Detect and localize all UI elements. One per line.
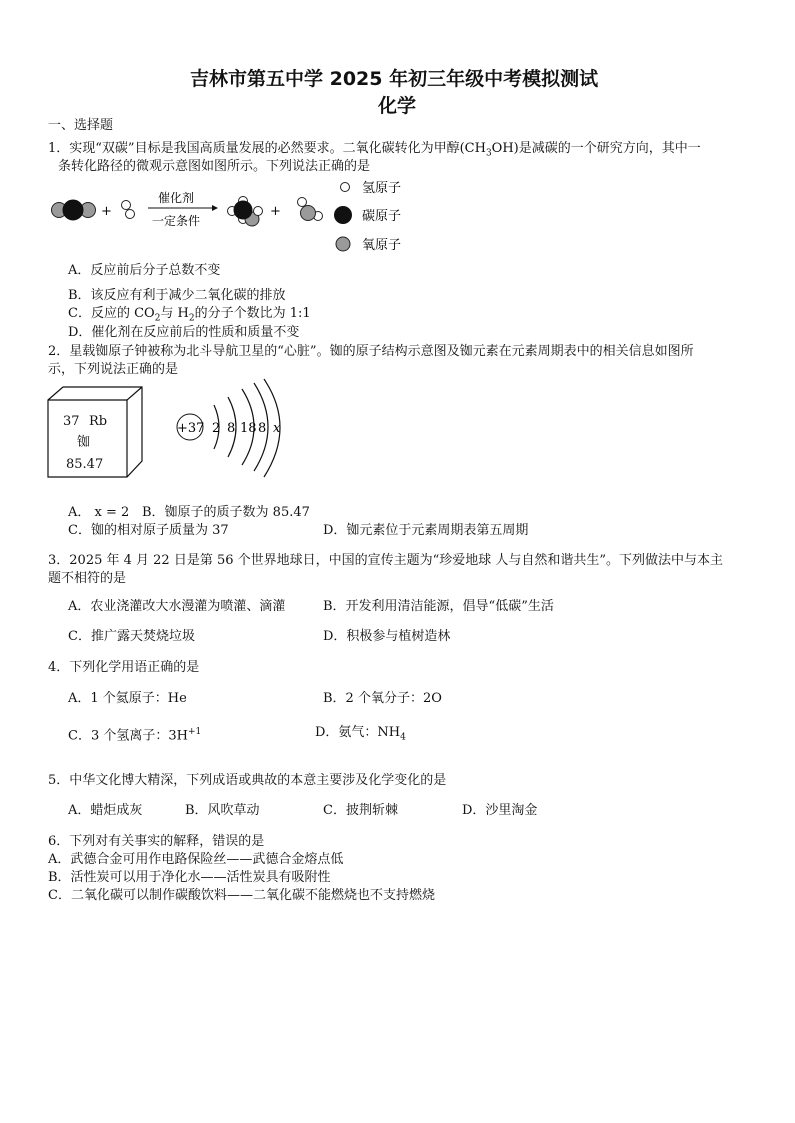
element-number: 37 <box>63 414 80 429</box>
legend-hydrogen-icon <box>341 183 350 192</box>
q4-option-d: D．氨气：$NH_4$ <box>315 725 406 743</box>
q1-option-d: D．催化剂在反应前后的性质和质量不变 <box>68 325 300 340</box>
legend-oxygen-icon <box>336 237 350 251</box>
q6-option-a: A．武德合金可用作电路保险丝——武德合金熔点低 <box>48 852 344 867</box>
q4-stem: 4．下列化学用语正确的是 <box>48 660 200 675</box>
shell-count-1: 2 <box>212 421 221 436</box>
q2-option-a: A． x = 2 <box>68 505 130 520</box>
page-title: 吉林市第五中学 2025 年初三年级中考模拟测试 <box>190 68 599 90</box>
legend-hydrogen-label: 氢原子 <box>362 181 402 196</box>
q1-stem-line1: 1．实现“双碳”目标是我国高质量发展的必然要求。二氧化碳转化为甲醇$(CH_3OH)$是减碳的一个研究方向，其中一 <box>48 141 701 159</box>
atom-structure-diagram <box>170 378 290 478</box>
h2o-molecule <box>298 198 323 221</box>
q1-option-a: A．反应前后分子总数不变 <box>68 263 221 278</box>
q6-option-c: C．二氧化碳可以制作碳酸饮料——二氧化碳不能燃烧也不支持燃烧 <box>48 888 435 903</box>
catalyst-label: 催化剂 <box>158 191 195 205</box>
shell-count-x: x <box>273 421 281 436</box>
shell-count-2: 8 <box>227 421 236 436</box>
q2-stem-line1: 2．星载铷原子钟被称为北斗导航卫星的“心脏”。铷的原子结构示意图及铷元素在元素周期表中的相关信息如图所 <box>48 344 694 359</box>
reaction-diagram <box>40 175 430 265</box>
condition-label: 一定条件 <box>152 214 201 228</box>
h2-molecule <box>122 201 135 219</box>
legend-carbon-label: 碳原子 <box>362 209 402 224</box>
q3-stem-line2: 题不相符的是 <box>48 571 127 586</box>
q5-option-a: A．蜡炬成灰 <box>68 803 143 818</box>
plus-sign-2: + <box>270 204 281 219</box>
nucleus-charge: +37 <box>177 421 205 436</box>
q2-option-b: B．铷原子的质子数为 85.47 <box>142 505 310 520</box>
element-name: 铷 <box>77 435 91 450</box>
section-heading: 一、选择题 <box>48 118 114 133</box>
element-symbol: Rb <box>89 414 108 429</box>
co2-molecule <box>52 200 96 220</box>
q5-option-b: B．风吹草动 <box>185 803 260 818</box>
q5-stem: 5．中华文化博大精深，下列成语或典故的本意主要涉及化学变化的是 <box>48 773 447 788</box>
q3-stem-line1: 3．2025 年 4 月 22 日是第 56 个世界地球日，中国的宣传主题为“珍爱地球 人与自然和谐共生”。下列做法中与本主 <box>48 553 724 568</box>
legend-carbon-icon <box>334 206 352 224</box>
subject-title: 化学 <box>378 95 417 117</box>
q3-option-c: C．推广露天焚烧垃圾 <box>68 629 195 644</box>
q5-option-c: C．披荆斩棘 <box>323 803 398 818</box>
q3-option-b: B．开发利用清洁能源，倡导“低碳”生活 <box>323 599 554 614</box>
element-mass: 85.47 <box>66 457 104 472</box>
q2-option-c: C．铷的相对原子质量为 37 <box>68 523 229 538</box>
q2-option-d: D．铷元素位于元素周期表第五周期 <box>323 523 529 538</box>
q4-option-c: C．3 个氢离子：$3H^{+1}$ <box>68 727 202 744</box>
q4-option-a: A．1 个氦原子：He <box>68 691 187 706</box>
q3-option-a: A．农业浇灌改大水漫灌为喷灌、滴灌 <box>68 599 286 614</box>
shell-count-3: 18 <box>240 421 257 436</box>
plus-sign-1: + <box>101 204 112 219</box>
q5-option-d: D．沙里淘金 <box>462 803 538 818</box>
shell-count-4: 8 <box>258 421 267 436</box>
q1-stem-line2: 条转化路径的微观示意图如图所示。下列说法正确的是 <box>58 159 371 174</box>
q1-option-c: C．反应的 $CO_2$与 $H_2$的分子个数比为 1:1 <box>68 306 311 324</box>
q1-option-b: B．该反应有利于减少二氧化碳的排放 <box>68 288 286 303</box>
q6-option-b: B．活性炭可以用于净化水——活性炭具有吸附性 <box>48 870 331 885</box>
legend-oxygen-label: 氧原子 <box>362 238 402 253</box>
q6-stem: 6．下列对有关事实的解释，错误的是 <box>48 834 265 849</box>
q2-stem-line2: 示，下列说法正确的是 <box>48 362 179 377</box>
q3-option-d: D．积极参与植树造林 <box>323 629 451 644</box>
q4-option-b: B．2 个氧分子：2O <box>323 691 442 706</box>
ch3oh-molecule <box>228 197 263 227</box>
